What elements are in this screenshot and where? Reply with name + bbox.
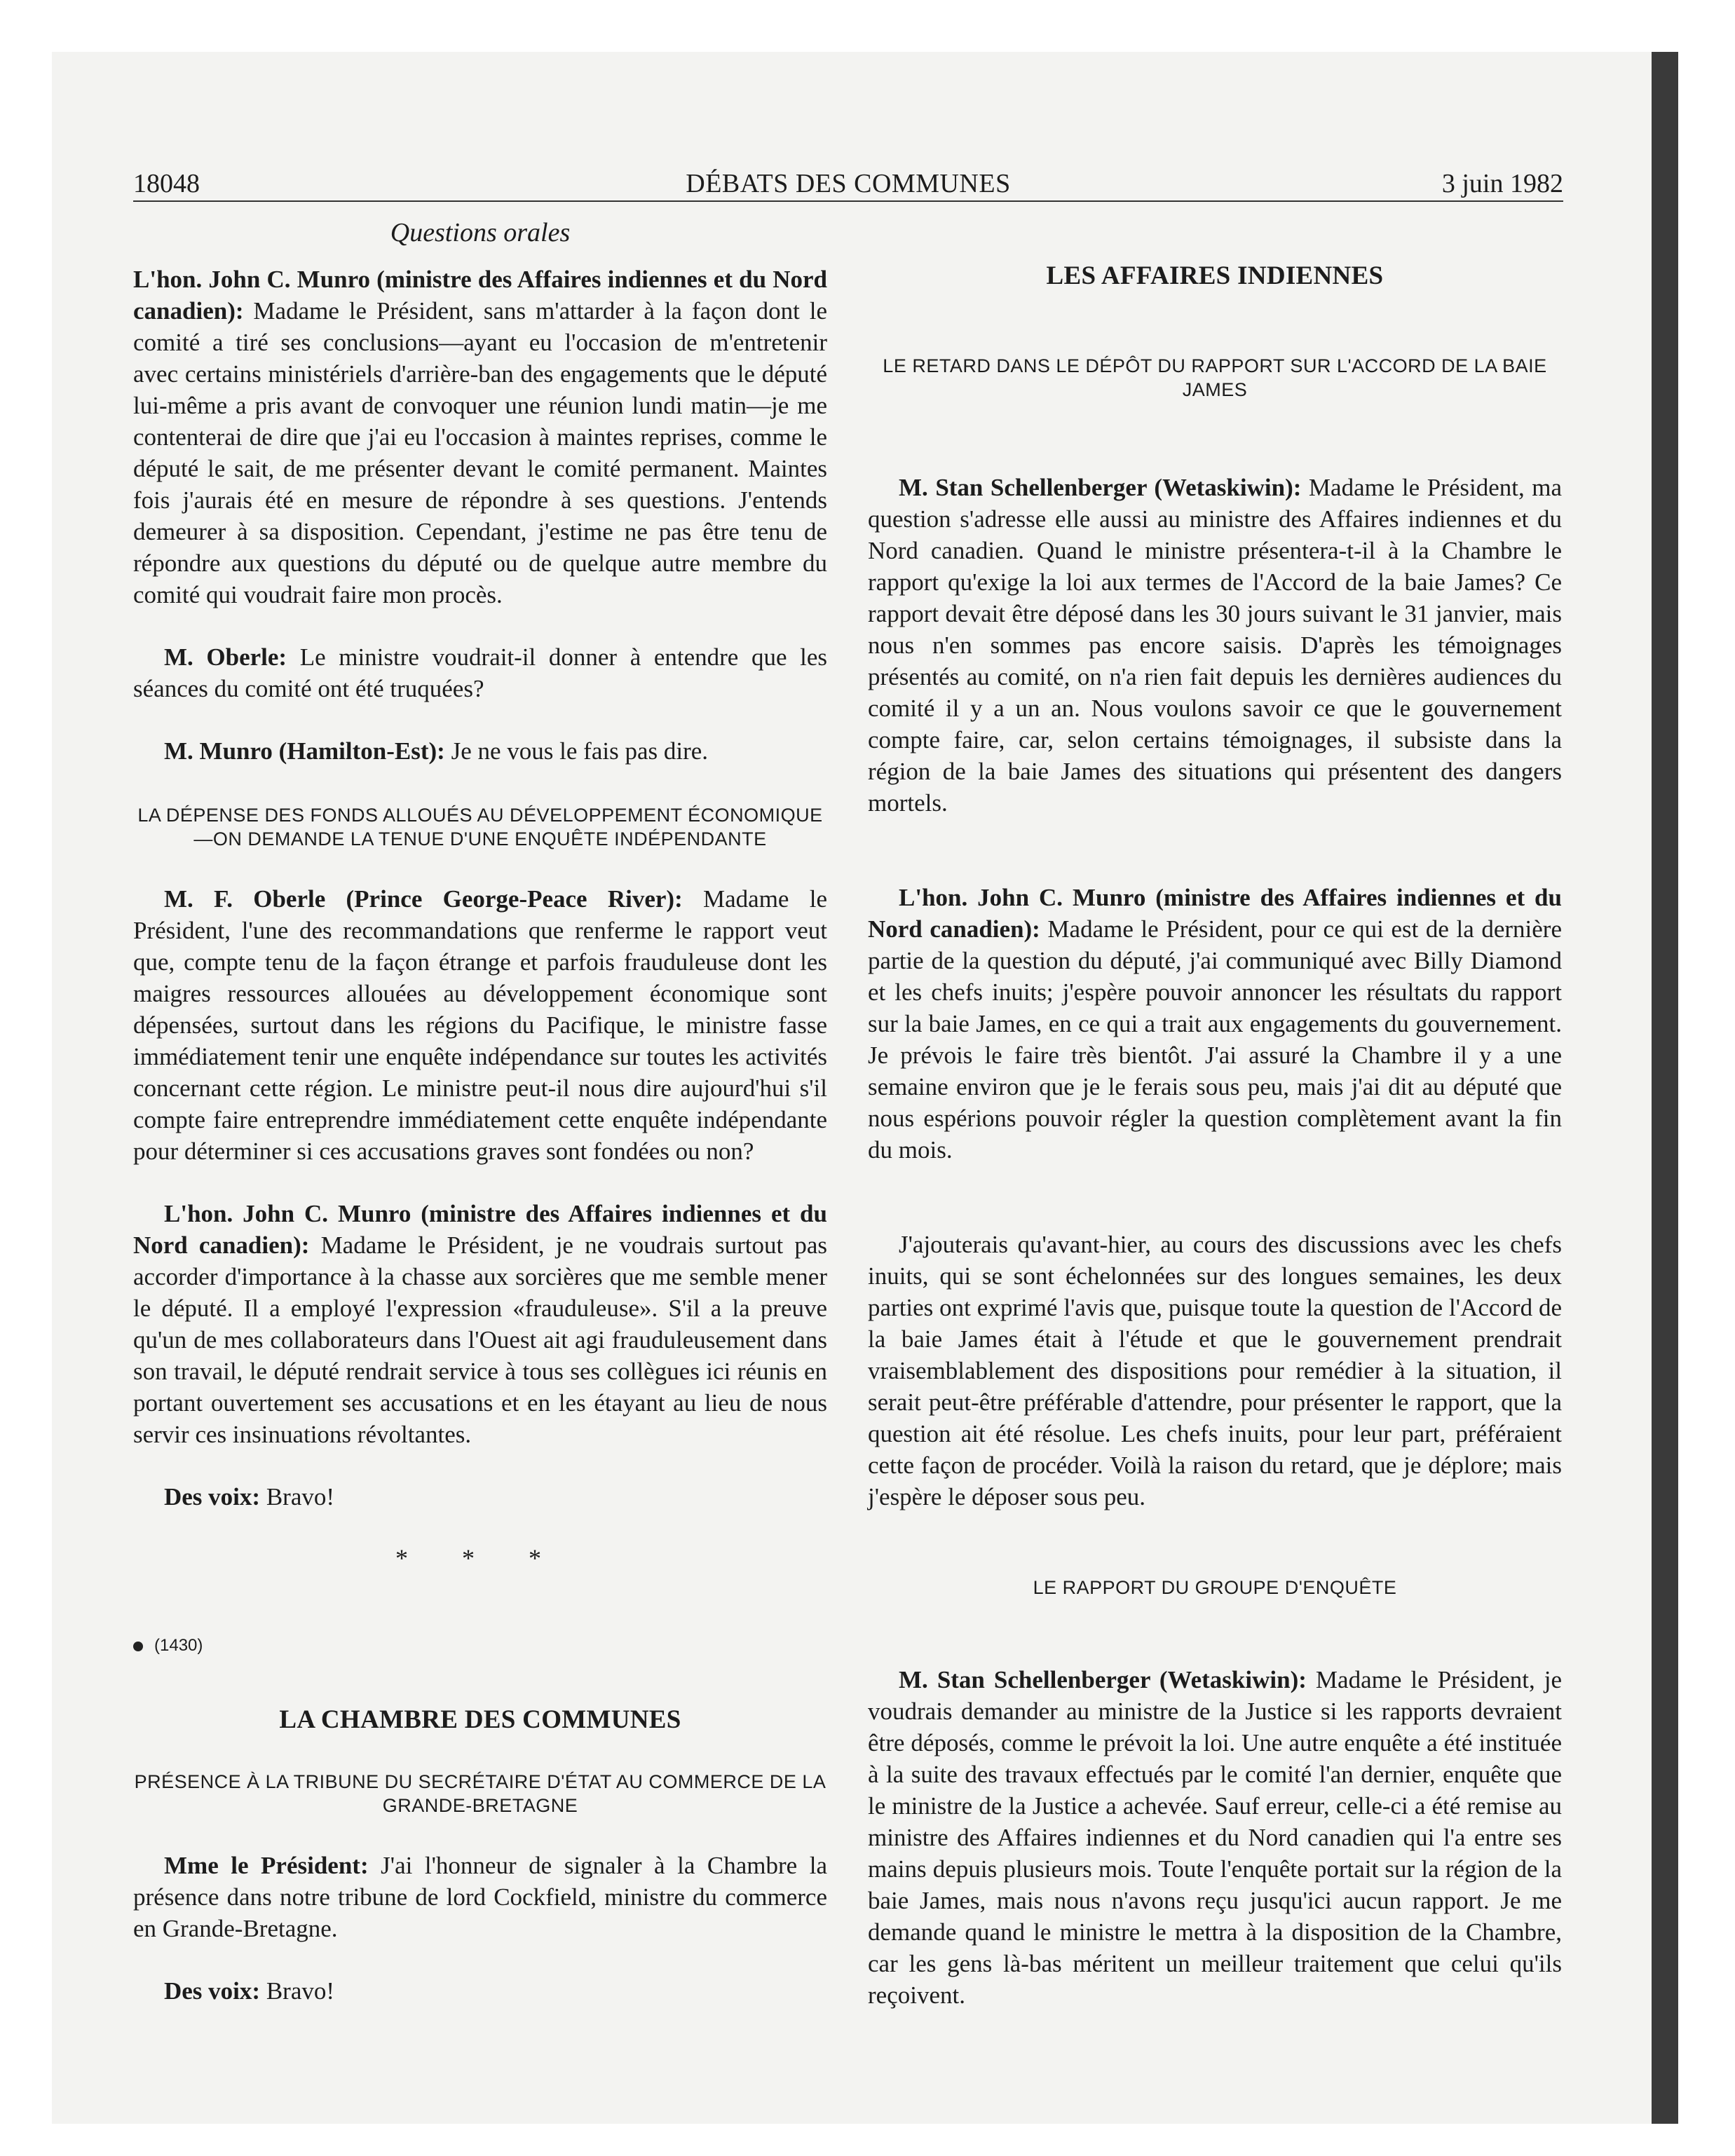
paragraph [133,1481,827,1513]
speech-text: Madame le Président, ma question s'adresse elle aussi au ministre des Affaires indiennes et du Nord canadien. Quand le ministre présentera-t-il à la Chambre le rapport qu'exige la loi aux termes de l'Accord de la baie James? Ce rapport devait être déposé dans les 30 jours suivant le 31 janvier, mais nous n'en sommes pas encore saisis. D'après les témoignages présentés au comité, on n'a rien fait depuis les dernières audiences du comité il y a un an. Nous voulons savoir ce que le gouvernement compte faire, car, selon certains témoignages, il subsiste dans la région de la baie James des situations qui présentent des dangers mortels. [868,474,1562,817]
speaker: M. Stan Schellenberger (Wetaskiwin): [899,474,1302,501]
subheading: LA DÉPENSE DES FONDS ALLOUÉS AU DÉVELOPPEMENT ÉCONOMIQUE—ON DEMANDE LA TENUE D'UNE ENQUÊTE INDÉPENDANTE [137,805,823,850]
timestamp [133,1636,827,1656]
subheading: LE RETARD DANS LE DÉPÔT DU RAPPORT SUR L'ACCORD DE LA BAIE JAMES [883,355,1547,400]
speech-text: Je ne vous le fais pas dire. [444,737,709,765]
speaker: M. Stan Schellenberger (Wetaskiwin): [899,1666,1307,1693]
section-title: LES AFFAIRES INDIENNES [1046,261,1384,290]
scan-edge [1652,52,1678,2124]
speech-text: Madame le Président, pour ce qui est de la dernière partie de la question du député, j'ai communiqué avec Billy Diamond et les chefs inuits; j'espère pouvoir annoncer les résultats du rapport sur la baie James, en ce qui a trait aux engagements du gouvernement. Je prévois le faire très bientôt. J'ai assuré la Chambre il y a une semaine environ que je le ferais sous peu, mais j'ai dit au député que nous espérions pouvoir régler la question complètement avant la fin du mois. [868,915,1562,1164]
speech-text: Madame le Président, je ne voudrais surtout pas accorder d'importance à la chasse aux sorcières que me semble mener le député. Il a employé l'expression «frauduleuse». S'il a la preuve qu'un de mes collaborateurs dans l'Ouest ait agi frauduleusement dans son travail, le député rendrait service à tous ses collègues ici réunis en portant ouvertement ses accusations et en les étayant au lieu de nous servir ces insinuations révoltantes. [133,1231,827,1448]
paragraph [133,1975,827,2007]
paragraph [868,1664,1562,2011]
section-title: LA CHAMBRE DES COMMUNES [279,1705,681,1734]
subheading: LE RAPPORT DU GROUPE D'ENQUÊTE [1033,1577,1397,1598]
speech-text: Bravo! [260,1977,335,2005]
bullet-icon [133,1642,143,1651]
paragraph [133,1850,827,1944]
speech-text: J'ajouterais qu'avant-hier, au cours des discussions avec les chefs inuits, qui se sont échelonnées sur des longues semaines, les deux parties ont exprimé l'avis que, puisque toute la question de l'Accord de la baie James était à l'étude et que le gouvernement prendrait vraisemblablement des dispositions pour remédier à la situation, il serait peut-être préférable d'attendre, pour présenter le rapport, que la question ait été résolue. Les chefs inuits, pour leur part, préféraient cette façon de procéder. Voilà la raison du retard, que je déplore; mais j'espère le déposer sous peu. [868,1231,1562,1510]
running-head: Questions orales [390,218,571,247]
speaker: M. F. Oberle (Prince George-Peace River): [164,885,683,913]
speaker: Des voix: [164,1977,261,2005]
speaker: Mme le Président: [164,1852,369,1879]
speech-text: J'ai l'honneur de signaler à la Chambre la présence dans notre tribune de lord Cockfield, ministre du commerce en Grande-Bretagne. [133,1852,827,1942]
left-column [133,210,827,2038]
paragraph [133,1198,827,1450]
paragraph [868,472,1562,819]
paragraph [133,883,827,1167]
speaker: L'hon. John C. Munro (ministre des Affaires indiennes et du Nord canadien): [133,1200,827,1259]
speech-text: Bravo! [260,1483,335,1510]
paragraph [133,641,827,704]
speech-text: Le ministre voudrait-il donner à entendre que les séances du comité ont été truquées? [133,643,827,702]
subheading: PRÉSENCE À LA TRIBUNE DU SECRÉTAIRE D'ÉTAT AU COMMERCE DE LA GRANDE-BRETAGNE [134,1771,826,1816]
page-header [133,161,1563,202]
speech-text: Madame le Président, sans m'attarder à la façon dont le comité a tiré ses conclusions—ayant eu l'occasion de m'entretenir avec certains ministériels d'arrière-ban des engagements que le député lui-même a pris avant de convoquer une réunion lundi matin—je me contenterai de dire que j'ai eu l'occasion à maintes reprises, comme le député le sait, de me présenter devant le comité permanent. Maintes fois j'aurais été en mesure de répondre à ses questions. J'entends demeurer à sa disposition. Cependant, j'estime ne pas être tenu de répondre aux questions du député ou de quelque autre membre du comité qui voudrait faire mon procès. [133,297,827,608]
paragraph [133,264,827,610]
page-number: 18048 [133,169,200,198]
speaker: Des voix: [164,1483,261,1510]
speaker: M. Oberle: [164,643,287,671]
speaker: M. Munro (Hamilton-Est): [164,737,445,765]
section-separator: * * * [395,1544,565,1572]
publication-title: DÉBATS DES COMMUNES [686,169,1011,198]
speaker: L'hon. John C. Munro (ministre des Affaires indiennes et du Nord canadien): [133,266,827,325]
speech-text: Madame le Président, je voudrais demander au ministre de la Justice si les rapports devraient être déposés, comme le prévoit la loi. Une autre enquête a été instituée à la suite des travaux effectués par le comité l'an dernier, enquête que le ministre de la Justice a achevée. Sauf erreur, celle-ci a été remise au ministre des Affaires indiennes et du Nord canadien qui l'a entre ses mains depuis plusieurs mois. Toute l'enquête portait sur la région de la baie James, mais nous n'avons reçu jusqu'ici aucun rapport. Je me demande quand le ministre le mettra à la disposition de la Chambre, car les gens là-bas méritent un meilleur traitement que celui qu'ils reçoivent. [868,1666,1562,2009]
page-date: 3 juin 1982 [1441,169,1563,198]
right-column [868,210,1562,2042]
speech-text: Madame le Président, l'une des recommandations que renferme le rapport veut que, compte tenu de la façon étrange et parfois frauduleuse dont les maigres ressources allouées au développement économique sont dépensées, surtout dans les régions du Pacifique, le ministre fasse immédiatement tenir une enquête indépendance sur toutes les activités concernant cette région. Le ministre peut-il nous dire aujourd'hui s'il compte faire entreprendre immédiatement cette enquête indépendante pour déterminer si ces accusations graves sont fondées ou non? [133,885,827,1165]
timestamp-text: (1430) [154,1636,203,1655]
paragraph [868,882,1562,1166]
paragraph [133,735,827,767]
speaker: L'hon. John C. Munro (ministre des Affaires indiennes et du Nord canadien): [868,884,1562,943]
paragraph [868,1229,1562,1513]
